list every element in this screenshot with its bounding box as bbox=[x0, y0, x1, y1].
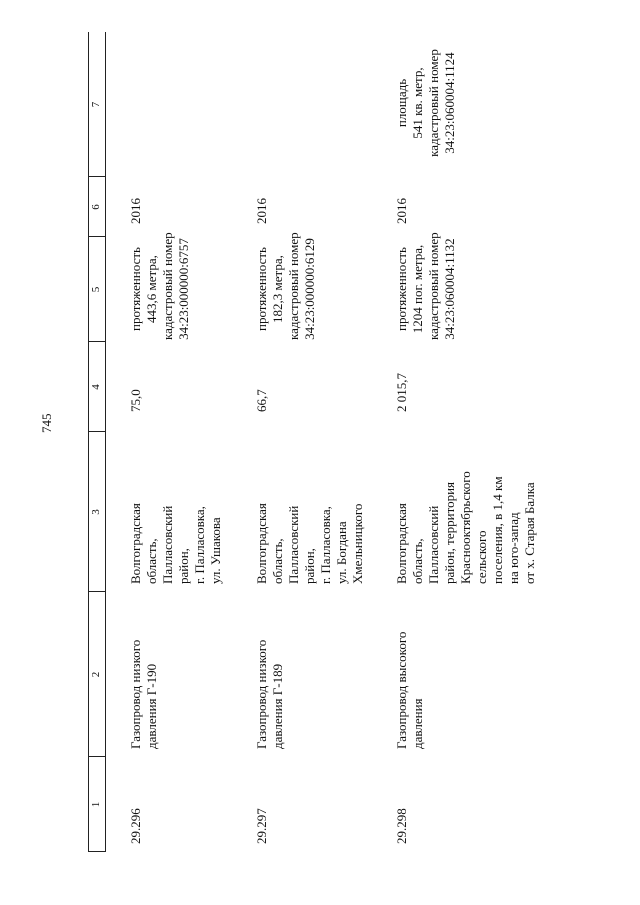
object-value: 66,7 bbox=[254, 389, 269, 412]
header-col-2: 2 bbox=[90, 671, 102, 678]
row-number: 29.296 bbox=[128, 808, 143, 844]
object-description: протяженность 443,6 метра, кадастровый номер 34:23:000000:6757 bbox=[128, 232, 191, 340]
object-address: Волгоградская область, Палласовский район, г. Палласовка, ул. Богдана Хмельницкого bbox=[254, 503, 365, 584]
header-bottom-border bbox=[105, 32, 106, 852]
object-area: площадь 541 кв. метр, кадастровый номер 34:23:060004:1124 bbox=[394, 49, 457, 157]
object-address: Волгоградская область, Палласовский район, г. Палласовка, ул. Ушакова bbox=[128, 503, 223, 584]
object-year: 2016 bbox=[254, 198, 269, 224]
object-description: протяженность 182,3 метра, кадастровый номер 34:23:000000:6129 bbox=[254, 232, 317, 340]
object-value: 2 015,7 bbox=[394, 373, 409, 412]
object-name: Газопровод низкого давления Г-189 bbox=[254, 639, 285, 749]
object-value: 75,0 bbox=[128, 389, 143, 412]
page-number: 745 bbox=[39, 413, 54, 433]
object-description: протяженность 1204 пог. метра, кадастровый номер 34:23:060004:1132 bbox=[394, 232, 457, 340]
row-number: 29.298 bbox=[394, 808, 409, 844]
header-col-7: 7 bbox=[90, 101, 102, 108]
object-name: Газопровод высокого давления bbox=[394, 631, 425, 749]
header-col-4: 4 bbox=[90, 384, 102, 390]
object-address: Волгоградская область, Палласовский район, территория Краснооктябрьского сельского поселения, в 1,4 км на юго-запад от х. Старая Балка bbox=[394, 471, 537, 584]
header-col-6: 6 bbox=[90, 204, 102, 210]
row-number: 29.297 bbox=[254, 808, 269, 844]
header-col-1: 1 bbox=[90, 801, 102, 808]
object-year: 2016 bbox=[394, 198, 409, 224]
object-name: Газопровод низкого давления Г-190 bbox=[128, 639, 159, 749]
header-col-3: 3 bbox=[90, 509, 102, 515]
header-col-5: 5 bbox=[90, 286, 102, 293]
object-year: 2016 bbox=[128, 198, 143, 224]
object-table bbox=[88, 32, 608, 852]
